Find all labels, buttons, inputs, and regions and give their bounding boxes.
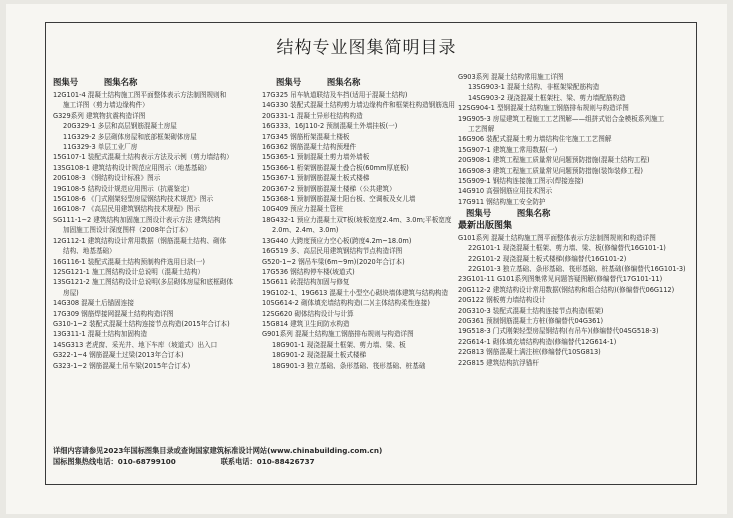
catalog-entry: 14SG903-2 现浇混凝土框架柱、梁、剪力墙配筋构造	[468, 93, 626, 102]
catalog-entry: 13SG903-1 混凝土结构、非框架梁配筋构造	[468, 83, 600, 92]
catalog-entry: SG111-1~2 建筑结构加固施工图设计表示方法 建筑结构	[53, 215, 221, 224]
catalog-entry: G322-1~4 钢筋混凝土过梁(2013年合订本)	[53, 351, 184, 360]
catalog-entry: 16G519 多、高层民用建筑钢结构节点构造详图	[262, 247, 403, 256]
catalog-entry: 13G311-1 混凝土结构加固构造	[53, 330, 148, 339]
catalog-entry: G901系列 混凝土结构施工钢筋排布规则与构造详图	[262, 330, 414, 339]
catalog-entry: 22G815 建筑结构抗浮锚杆	[458, 358, 539, 367]
catalog-entry: 14G308 混凝土后锚固连接	[53, 299, 134, 308]
page-title: 结构专业图集简明目录	[276, 38, 457, 58]
catalog-entry: 10G409 预应力混凝土管桩	[262, 205, 343, 214]
catalog-entry: 16G362 钢筋混凝土结构预埋件	[262, 143, 357, 152]
catalog-entry: 18G901-2 现浇混凝土板式楼梯	[272, 351, 367, 360]
catalog-entry: 15G107-1 装配式混凝土结构表示方法及示例（剪力墙结构）	[53, 153, 233, 162]
catalog-entry: 14SG313 老虎窗、采光井、地下车库（坡道式）出入口	[53, 340, 218, 349]
contact-number: 010-88426737	[256, 457, 315, 466]
catalog-entry: 20G331-1 混凝土异形柱结构构造	[262, 111, 363, 120]
catalog-entry: G903系列 混凝土结构常用施工详图	[458, 73, 564, 81]
catalog-entry: G520-1~2 钢吊车梁(6m~9m)(2020年合订本)	[262, 257, 405, 266]
catalog-entry: 施工详图（剪力墙边缘构件）	[63, 101, 149, 110]
catalog-entry: 16G333、16J110-2 预制混凝土外墙挂板(一)	[262, 122, 398, 131]
catalog-entry: 15G611 砖混结构加固与修复	[262, 278, 350, 287]
catalog-entry: 16G906 装配式混凝土剪力墙结构住宅施工工艺图解	[458, 135, 612, 144]
column-header	[262, 77, 470, 88]
catalog-entry: 20G310-3 装配式混凝土结构连接节点构造(框架)	[458, 306, 604, 315]
catalog-entry: 14G910 高强钢筋应用技术图示	[458, 187, 553, 196]
catalog-entry: 工艺图解	[468, 125, 495, 134]
catalog-entry: 16G108-7 《高层民用建筑钢结构技术规程》图示	[53, 205, 200, 214]
catalog-column-2	[262, 77, 470, 371]
catalog-entry: 17G536 钢结构停车楼(坡道式)	[262, 267, 355, 276]
footer-contacts	[53, 456, 382, 467]
catalog-entry: G310-1~2 装配式混凝土结构连接节点构造(2015年合订本)	[53, 319, 230, 328]
catalog-entry: 15G367-1 预制钢筋混凝土板式楼梯	[262, 174, 370, 183]
catalog-entry: 11G329-3 单层工业厂房	[63, 143, 138, 152]
catalog-entry: 20G367-2 预制钢筋混凝土楼梯（公共建筑）	[262, 184, 396, 193]
latest-section-title: 最新出版图集	[458, 221, 513, 232]
catalog-entry: 房屋)	[63, 288, 79, 297]
catalog-entry: 15G368-1 预制钢筋混凝土阳台板、空调板及女儿墙	[262, 195, 416, 204]
catalog-column-3	[458, 72, 690, 368]
catalog-entry: 20G122 钢板剪力墙结构设计	[458, 296, 546, 305]
catalog-entry: 22G101-2 现浇混凝土板式楼梯(修编替代16G101-2)	[468, 254, 627, 263]
catalog-entry: 16G908-3 建筑工程施工质量常见问题预防措施(装饰装修工程)	[458, 166, 643, 175]
catalog-entry: 20G112-2 建筑结构设计常用数据(钢结构和组合结构)(修编替代06G112)	[458, 285, 675, 294]
catalog-entry: 15G365-1 预制混凝土剪力墙外墙板	[262, 153, 370, 162]
contact-label: 联系电话：	[220, 457, 257, 466]
catalog-entry: 16G116-1 装配式混凝土结构预制构件选用目录(一)	[53, 257, 205, 266]
catalog-entry: 20G108-3 《钢结构设计标准》图示	[53, 174, 161, 183]
header-name: 图集名称	[516, 208, 551, 219]
hotline-number: 010-68799100	[117, 457, 176, 466]
catalog-entry: 13G440 大跨度预应力空心板(跨度4.2m~18.0m)	[262, 236, 412, 245]
catalog-entry: 10SG614-2 砌体填充墙结构构造(二)(主体结构柔性连接)	[262, 299, 430, 308]
catalog-entry: 12G112-1 建筑结构设计常用数据（钢筋混凝土结构、砌体	[53, 236, 227, 245]
catalog-entry: 19G102-1、19G613 混凝土小型空心砌块墙体建筑与结构构造	[262, 288, 449, 297]
header-code: 图集号	[53, 77, 79, 87]
hotline-label: 国标图集热线电话：	[53, 457, 118, 466]
catalog-entry: 19G518-3 门式刚架轻型房屋钢结构(有吊车)(修编替代04SG518-3)	[458, 327, 659, 336]
catalog-entry: 15G814 建筑卫生间防水构造	[262, 319, 350, 328]
catalog-entry: 12SG904-1 型钢混凝土结构施工钢筋排布规则与构造详图	[458, 104, 629, 113]
footer-note: 详细内容请参见2023年国标图集目录或查询国家建筑标准设计网站(www.chinabuilding.com.cn)	[53, 446, 383, 455]
catalog-entry: 22G813 钢筋混凝土满注桩(修编替代10SG813)	[458, 348, 601, 357]
catalog-entry: 2.0m、2.4m、3.0m)	[272, 226, 339, 235]
catalog-entry: 15G909-1 钢结构连接施工图示(焊接连接)	[458, 177, 584, 186]
catalog-entry: 11G329-2 多层砌体房屋和底部框架砌体房屋	[63, 132, 197, 141]
footer	[53, 445, 382, 467]
catalog-entry: 20G361 预制钢筋混凝土方桩(修编替代04G361)	[458, 316, 604, 325]
catalog-entry: 13SG121-2 施工图结构设计总说明(多层砌体房屋和底框砌体	[53, 278, 233, 287]
header-code: 图集号	[466, 208, 492, 219]
catalog-entry: 18G901-3 独立基础、条形基础、筏形基础、桩基础	[272, 361, 426, 370]
catalog-entry: 17G345 钢筋桁架混凝土楼板	[262, 132, 350, 141]
catalog-entry: 结构、地基基础）	[63, 247, 116, 256]
catalog-entry: 20G908-1 建筑工程施工质量常见问题预防措施(混凝土结构工程)	[458, 156, 650, 165]
catalog-entry: G323-1~2 钢筋混凝土吊车梁(2015年合订本)	[53, 361, 191, 370]
catalog-entry: 13SG108-1 建筑结构设计规范应用图示（地基基础）	[53, 163, 211, 172]
header-name: 图集名称	[326, 77, 361, 87]
catalog-column-1	[53, 77, 271, 371]
catalog-entry: 18G432-1 预应力混凝土双T板(坡板宽度2.4m、3.0m;平板宽度	[262, 215, 452, 224]
catalog-entry: 22G101-1 现浇混凝土框架、剪力墙、梁、板(修编替代16G101-1)	[468, 244, 666, 253]
catalog-entry: 12SG620 砌体结构设计与计算	[262, 309, 354, 318]
catalog-entry: 15G108-6 《门式刚架轻型房屋钢结构技术规范》图示	[53, 195, 214, 204]
catalog-entry: 17G309 钢筋焊接网混凝土结构构造详图	[53, 309, 174, 318]
catalog-entry: 19G108-5 结构设计规范应用图示（抗震鉴定）	[53, 184, 194, 193]
header-code: 图集号	[276, 77, 302, 87]
catalog-entry: 19G905-3 房屋建筑工程施工工艺图解——组拼式铝合金模板系列施工	[458, 114, 665, 123]
catalog-entry: 15G366-1 桁架钢筋混凝土叠合板(60mm厚底板)	[262, 163, 409, 172]
column-header	[466, 208, 690, 219]
catalog-entry: G101系列 混凝土结构施工图平面整体表示方法制图规则和构造详图	[458, 233, 656, 242]
column-header	[53, 77, 271, 88]
catalog-entry: 17G325 吊车轨道联结及车挡(适用于混凝土结构)	[262, 91, 408, 99]
catalog-entry: 12SG121-1 施工图结构设计总说明（混凝土结构）	[53, 267, 205, 276]
catalog-entry: 22G101-3 独立基础、条形基础、筏形基础、桩基础(修编替代16G101-3)	[468, 264, 686, 273]
catalog-entry: 加固施工图设计深度图样（2008年合订本）	[63, 226, 192, 235]
catalog-entry: 20G329-1 多层和高层钢筋混凝土房屋	[63, 122, 177, 131]
catalog-entry: 14G330 装配式混凝土结构剪力墙边缘构件和框架柱构造钢筋选用	[262, 101, 456, 110]
catalog-entry: 12G101-4 混凝土结构施工图平面整体表示方法制图规则和	[53, 91, 227, 99]
catalog-entry: 22G614-1 砌体填充墙结构构造(修编替代12G614-1)	[458, 337, 617, 346]
catalog-entry: 18G901-1 现浇混凝土框架、剪力墙、梁、板	[272, 340, 406, 349]
catalog-entry: 15G907-1 建筑施工常用数据(一)	[458, 145, 558, 154]
catalog-entry: G329系列 建筑物抗震构造详图	[53, 111, 146, 120]
catalog-entry: 23G101-11 G101系列图集常见问题答疑图解(修编替代17G101-11)	[458, 275, 663, 284]
catalog-sheet	[6, 4, 727, 514]
catalog-entry: 17G911 钢结构施工安全防护	[458, 197, 546, 206]
header-name: 图集名称	[103, 77, 138, 87]
